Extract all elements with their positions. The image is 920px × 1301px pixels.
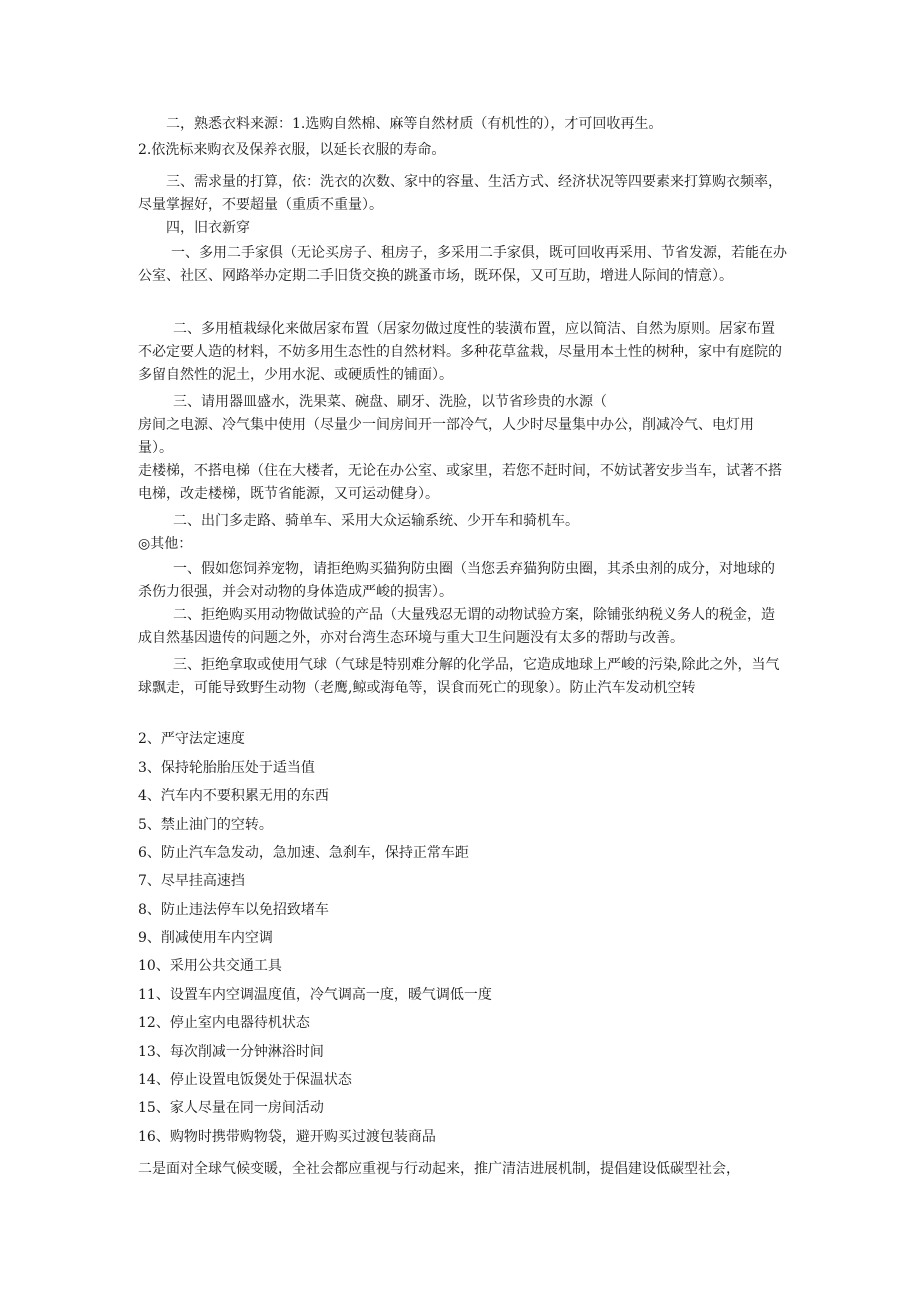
list-item: 9、削减使用车内空调 — [138, 930, 273, 946]
paragraph: 二，熟悉衣料来源：1.选购自然棉、麻等自然材质（有机性的），才可回收再生。 — [166, 116, 663, 132]
list-item: 11、设置车内空调温度值，冷气调高一度，暖气调低一度 — [138, 987, 492, 1003]
paragraph: 一、多用二手家俱（无论买房子、租房子，多采用二手家俱，既可回收再采用、节省发源，若能在办公室、社区、网路举办定期二手旧货交换的跳蚤市场，既环保，又可互助，增进人际间的情意）。 — [138, 245, 787, 284]
list-item: 7、尽早挂高速挡 — [138, 873, 245, 889]
list-item: 15、家人尽量在同一房间活动 — [138, 1100, 324, 1116]
paragraph: ◎其他： — [138, 536, 193, 552]
paragraph: 三、需求量的打算，依：洗衣的次数、家中的容量、生活方式、经济状况等四要素来打算购衣频率，尽量掌握好，不要超量（重质不重量）。 — [138, 174, 782, 213]
closing-paragraph: 二是面对全球气候变暖，全社会都应重视与行动起来，推广清洁进展机制，提倡建设低碳型社会， — [138, 1161, 740, 1177]
paragraph: 2.依洗标来购衣及保养衣服，以延长衣服的寿命。 — [138, 142, 446, 158]
list-item: 2、严守法定速度 — [138, 731, 245, 747]
paragraph: 二、出门多走路、骑单车、采用大众运输系统、少开车和骑机车。 — [173, 513, 579, 529]
paragraph: 二、拒绝购买用动物做试验的产品（大量残忍无谓的动物试验方案，除铺张纳税义务人的税金，造成自然基因遗传的问题之外，亦对台湾生态环境与重大卫生问题没有太多的帮助与改善。 — [138, 607, 775, 646]
list-item: 3、保持轮胎胎压处于适当值 — [138, 760, 315, 776]
paragraph: 走楼梯，不搭电梯（住在大楼者，无论在办公室、或家里，若您不赶时间，不妨试著安步当车，试著不搭电梯，改走楼梯，既节省能源，又可运动健身）。 — [138, 463, 782, 502]
paragraph: 房间之电源、冷气集中使用（尽量少一间房间开一部冷气，人少时尽量集中办公，削减冷气、电灯用量）。 — [138, 417, 754, 456]
paragraph: 四，旧衣新穿 — [166, 220, 250, 236]
paragraph: 三、拒绝拿取或使用气球（气球是特别难分解的化学品，它造成地球上严峻的污染,除此之外，当气球飘走，可能导致野生动物（老鹰,鲸或海龟等，误食而死亡的现象）。防止汽车发动机空转 — [138, 657, 780, 696]
paragraph: 二、多用植栽绿化来做居家布置（居家勿做过度性的装潢布置，应以简洁、自然为原则。居家布置不必定要人造的材料，不妨多用生态性的自然材料。多种花草盆栽，尽量用本土性的树种，家中有庭院的多留自然性的泥土，少用水泥、或硬质性的铺面）。 — [138, 321, 782, 383]
list-item: 10、采用公共交通工具 — [138, 958, 282, 974]
paragraph: 三、请用器皿盛水，洗果菜、碗盘、刷牙、洗脸，以节省珍贵的水源（ — [173, 394, 607, 410]
list-item: 12、停止室内电器待机状态 — [138, 1015, 310, 1031]
list-item: 16、购物时携带购物袋，避开购买过渡包装商品 — [138, 1129, 436, 1145]
list-item: 5、禁止油门的空转。 — [138, 817, 273, 833]
list-item: 14、停止设置电饭煲处于保温状态 — [138, 1072, 352, 1088]
list-item: 13、每次削减一分钟淋浴时间 — [138, 1044, 324, 1060]
list-item: 4、汽车内不要积累无用的东西 — [138, 788, 329, 804]
list-item: 8、防止违法停车以免招致堵车 — [138, 902, 329, 918]
paragraph: 一、假如您饲养宠物，请拒绝购买猫狗防虫圈（当您丢弃猫狗防虫圈，其杀虫剂的成分，对地球的杀伤力很强，并会对动物的身体造成严峻的损害）。 — [138, 561, 775, 600]
list-item: 6、防止汽车急发动，急加速、急刹车，保持正常车距 — [138, 845, 469, 861]
